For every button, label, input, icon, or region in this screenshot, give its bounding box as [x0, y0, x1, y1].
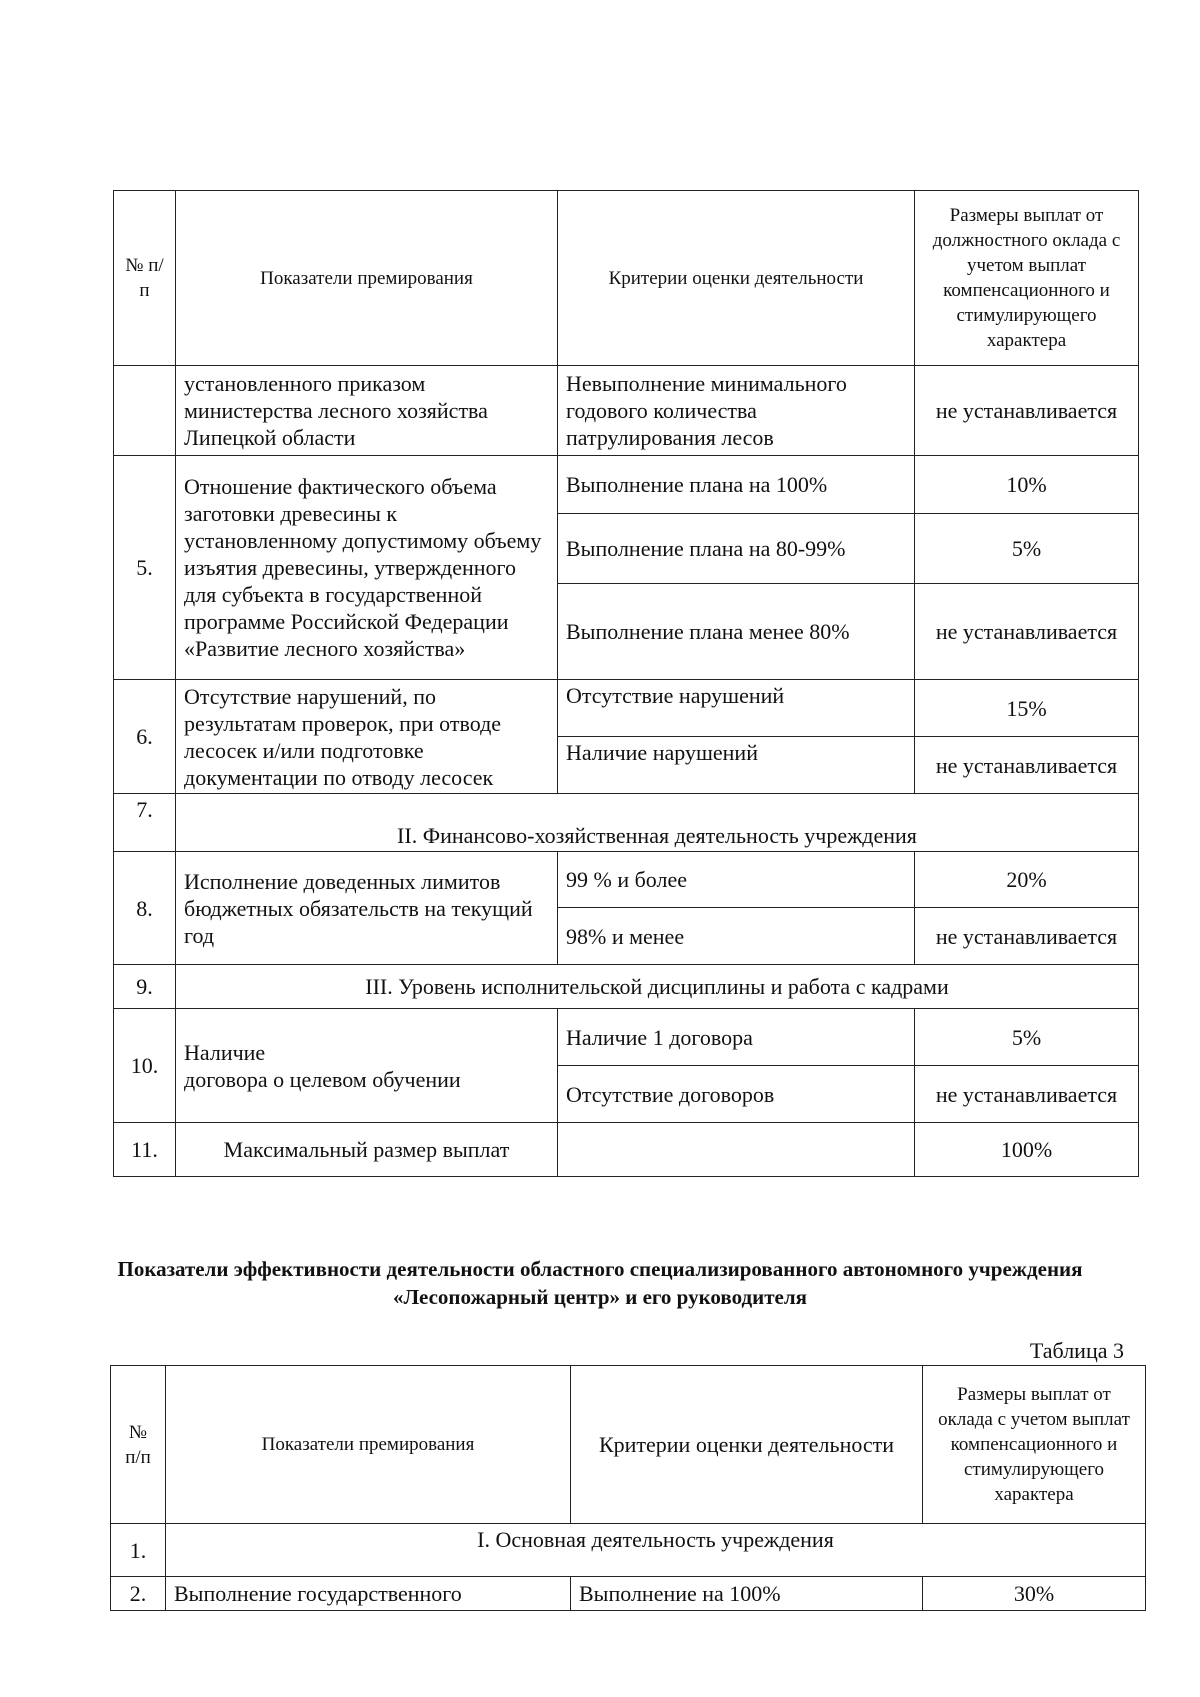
- row-value: 20%: [915, 852, 1139, 908]
- row-criterion: Отсутствие договоров: [558, 1066, 915, 1123]
- row-num: 1.: [111, 1524, 166, 1577]
- table-header-row: [111, 1366, 1146, 1524]
- row-num: 5.: [114, 456, 176, 680]
- row-indicator-line: договора о целевом обучении: [184, 1066, 461, 1092]
- section-title: Показатели эффективности деятельности областного специализированного автономного учреждения «Лесопожарный центр» и его руководителя: [117, 1257, 1083, 1309]
- header-num: № п/п: [114, 191, 176, 366]
- header-indicators: Показатели премирования: [176, 191, 558, 366]
- section-row: [114, 965, 1139, 1009]
- header-payments: Размеры выплат от оклада с учетом выплат компенсационного и стимулирующего характера: [923, 1366, 1146, 1524]
- row-indicator: Максимальный размер выплат: [176, 1123, 558, 1177]
- table-row: [111, 1577, 1146, 1611]
- table-row: [114, 366, 1139, 456]
- row-criterion: Выполнение плана менее 80%: [558, 584, 915, 680]
- row-indicator: установленного приказом министерства лесного хозяйства Липецкой области: [176, 366, 558, 456]
- table-row: [114, 680, 1139, 737]
- table-number: Таблица 3: [1029, 1338, 1124, 1363]
- section-row: [114, 794, 1139, 852]
- header-criteria: Критерии оценки деятельности: [571, 1366, 923, 1524]
- section-row: [111, 1524, 1146, 1577]
- row-value: не устанавливается: [915, 1066, 1139, 1123]
- row-criterion: Наличие нарушений: [558, 737, 915, 794]
- row-num: 6.: [114, 680, 176, 794]
- row-indicator-line: Наличие: [184, 1039, 266, 1065]
- lesopozharny-indicators-table: [110, 1365, 1146, 1611]
- row-value: не устанавливается: [915, 908, 1139, 965]
- row-indicator: Отсутствие нарушений, по результатам проверок, при отводе лесосек и/или подготовке документации по отводу лесосек: [176, 680, 558, 794]
- row-num: 9.: [114, 965, 176, 1009]
- row-num: 7.: [114, 794, 176, 852]
- section-heading: I. Основная деятельность учреждения: [166, 1524, 1146, 1577]
- row-criterion: 98% и менее: [558, 908, 915, 965]
- premium-indicators-table: [113, 190, 1139, 1177]
- table-row: [114, 1009, 1139, 1066]
- row-value: не устанавливается: [915, 584, 1139, 680]
- table-row: [114, 456, 1139, 514]
- header-criteria: Критерии оценки деятельности: [558, 191, 915, 366]
- row-value: не устанавливается: [915, 366, 1139, 456]
- row-indicator: Выполнение государственного: [166, 1577, 571, 1611]
- row-num-empty: [114, 366, 176, 456]
- row-criterion: Выполнение плана на 80-99%: [558, 514, 915, 584]
- row-num: 2.: [111, 1577, 166, 1611]
- row-value: 100%: [915, 1123, 1139, 1177]
- row-value: не устанавливается: [915, 737, 1139, 794]
- table-row: [114, 1123, 1139, 1177]
- row-indicator: Исполнение доведенных лимитов бюджетных обязательств на текущий год: [176, 852, 558, 965]
- row-criterion: Отсутствие нарушений: [558, 680, 915, 737]
- row-value: 5%: [915, 514, 1139, 584]
- header-num: № п/п: [111, 1366, 166, 1524]
- row-value: 30%: [923, 1577, 1146, 1611]
- row-criterion: Выполнение на 100%: [571, 1577, 923, 1611]
- row-value: 15%: [915, 680, 1139, 737]
- row-value: 10%: [915, 456, 1139, 514]
- table-header-row: [114, 191, 1139, 366]
- section-heading: III. Уровень исполнительской дисциплины и работа с кадрами: [176, 965, 1139, 1009]
- table-row: [114, 852, 1139, 908]
- row-indicator: [176, 1009, 558, 1123]
- row-num: 11.: [114, 1123, 176, 1177]
- row-value: 5%: [915, 1009, 1139, 1066]
- header-indicators: Показатели премирования: [166, 1366, 571, 1524]
- row-criterion: Наличие 1 договора: [558, 1009, 915, 1066]
- row-indicator: Отношение фактического объема заготовки древесины к установленному допустимому объему изъятия древесины, утвержденного для субъекта в государственной программе Российской Федерации «Развитие лесного хозяйства»: [176, 456, 558, 680]
- row-criterion: Выполнение плана на 100%: [558, 456, 915, 514]
- header-payments: Размеры выплат от должностного оклада с учетом выплат компенсационного и стимулирующего характера: [915, 191, 1139, 366]
- row-num: 10.: [114, 1009, 176, 1123]
- section-heading: II. Финансово-хозяйственная деятельность учреждения: [176, 794, 1139, 852]
- row-criterion-empty: [558, 1123, 915, 1177]
- row-criterion: 99 % и более: [558, 852, 915, 908]
- row-criterion: Невыполнение минимального годового количества патрулирования лесов: [558, 366, 915, 456]
- row-num: 8.: [114, 852, 176, 965]
